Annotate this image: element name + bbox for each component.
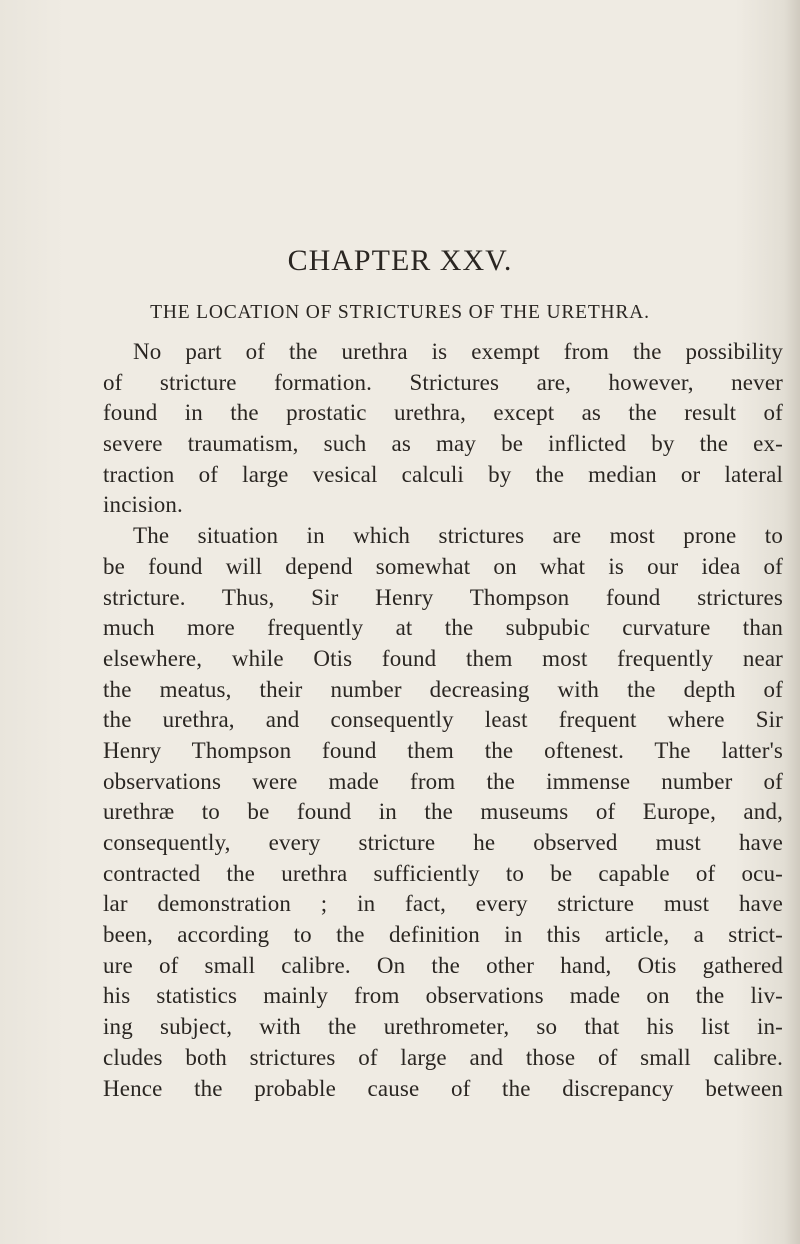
text-line: much more frequently at the subpubic curvature than — [103, 615, 783, 641]
text-line: Hence the probable cause of the discrepancy between — [103, 1075, 783, 1101]
text-line: The situation in which strictures are most prone to — [133, 523, 783, 549]
body-text — [103, 337, 783, 1104]
text-line: found in the prostatic urethra, except as the result of — [103, 400, 783, 426]
section-heading: THE LOCATION OF STRICTURES OF THE URETHRA. — [150, 302, 650, 323]
text-line: observations were made from the immense number of — [103, 768, 783, 794]
text-line: ing subject, with the urethrometer, so that his list in- — [103, 1014, 783, 1040]
text-line: stricture. Thus, Sir Henry Thompson found strictures — [103, 584, 783, 610]
text-line: severe traumatism, such as may be inflicted by the ex- — [103, 431, 783, 457]
text-line: elsewhere, while Otis found them most frequently near — [103, 645, 783, 671]
text-line: the urethra, and consequently least frequent where Sir — [103, 707, 783, 733]
text-line: incision. — [103, 492, 183, 518]
text-line: consequently, every stricture he observed must have — [103, 830, 783, 855]
chapter-title: CHAPTER XXV. — [287, 244, 513, 277]
text-line: ure of small calibre. On the other hand, Otis gathered — [103, 952, 783, 978]
text-line: traction of large vesical calculi by the median or lateral — [103, 461, 783, 487]
text-line: cludes both strictures of large and those of small calibre. — [103, 1044, 783, 1070]
text-line: be found will depend somewhat on what is our idea of — [103, 553, 783, 579]
text-line: urethræ to be found in the museums of Europe, and, — [103, 799, 783, 825]
text-line: the meatus, their number decreasing with the depth of — [103, 676, 783, 702]
text-line: been, according to the definition in this article, a strict- — [103, 922, 783, 948]
text-line: No part of the urethra is exempt from the possibility — [133, 339, 783, 364]
text-line: his statistics mainly from observations made on the liv- — [103, 983, 783, 1009]
text-line: Henry Thompson found them the oftenest. The latter's — [103, 737, 783, 763]
text-line: of stricture formation. Strictures are, however, never — [103, 369, 783, 395]
text-line: contracted the urethra sufficiently to be capable of ocu- — [103, 860, 783, 886]
text-line: lar demonstration ; in fact, every stricture must have — [103, 891, 783, 917]
